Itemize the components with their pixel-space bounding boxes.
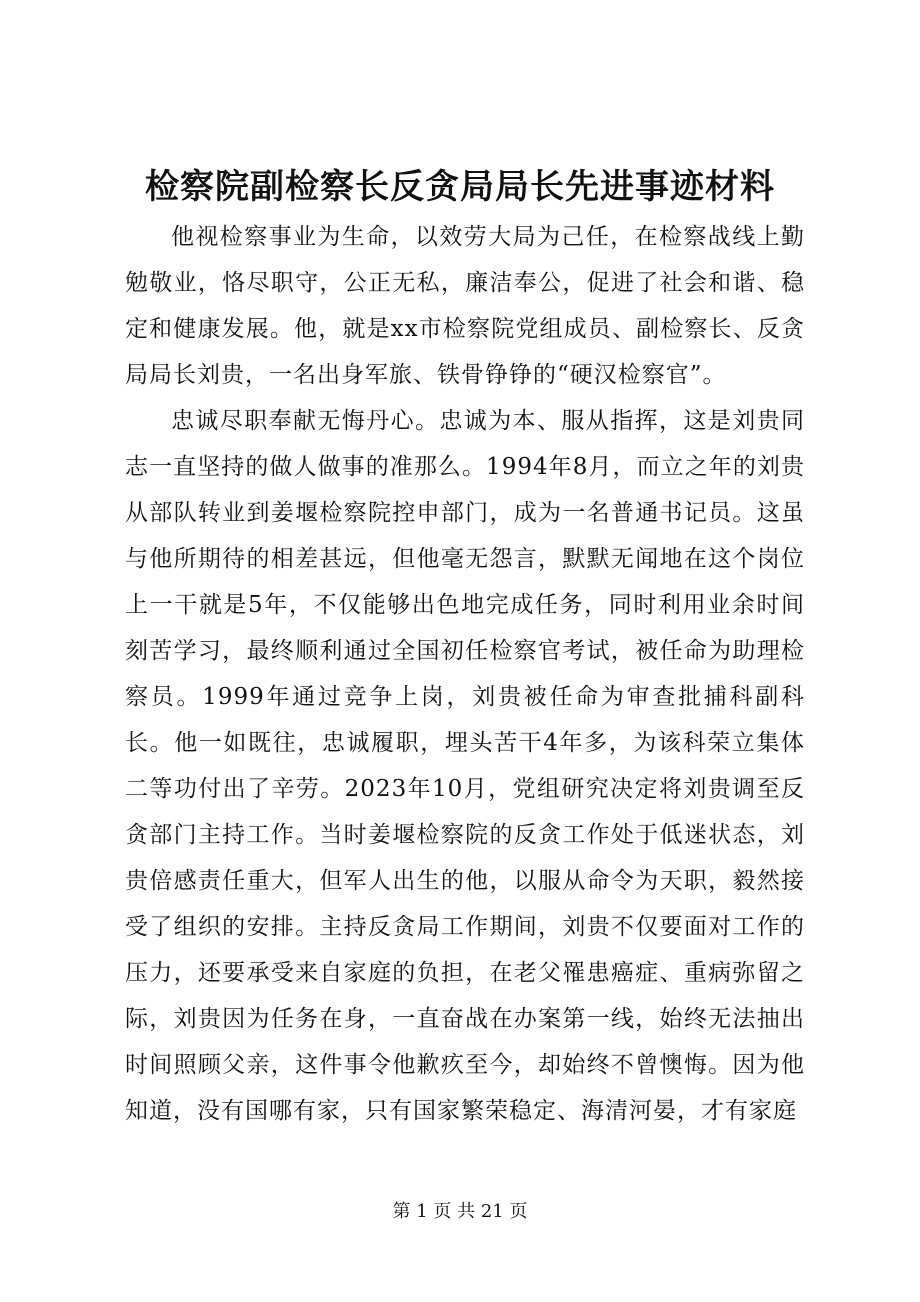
document-title: 检察院副检察长反贪局局长先进事迹材料	[145, 167, 775, 207]
document-body	[125, 214, 805, 1134]
page-footer: 第 1 页 共 21 页	[392, 1201, 528, 1222]
paragraph-loyalty: 忠诚尽职奉献无悔丹心。忠诚为本、服从指挥，这是刘贵同志一直坚持的做人做事的准那么。1994年8月，而立之年的刘贵从部队转业到姜堰检察院控申部门，成为一名普通书记员。这虽与他所期待的相差甚远，但他毫无怨言，默默无闻地在这个岗位上一干就是5年，不仅能够出色地完成任务，同时利用业余时间刻苦学习，最终顺利通过全国初任检察官考试，被任命为助理检察员。1999年通过竞争上岗，刘贵被任命为审查批捕科副科长。他一如既往，忠诚履职，埋头苦干4年多，为该科荣立集体二等功付出了辛劳。2023年10月，党组研究决定将刘贵调至反贪部门主持工作。当时姜堰检察院的反贪工作处于低迷状态，刘贵倍感责任重大，但军人出生的他，以服从命令为天职，毅然接受了组织的安排。主持反贪局工作期间，刘贵不仅要面对工作的压力，还要承受来自家庭的负担，在老父罹患癌症、重病弥留之际，刘贵因为任务在身，一直奋战在办案第一线，始终无法抽出时间照顾父亲，这件事令他歉疚至今，却始终不曾懊悔。因为他知道，没有国哪有家，只有国家繁荣稳定、海清河晏，才有家庭	[125, 408, 805, 1124]
paragraph-intro: 他视检察事业为生命，以效劳大局为己任，在检察战线上勤勉敬业，恪尽职守，公正无私，廉洁奉公，促进了社会和谐、稳定和健康发展。他，就是xx市检察院党组成员、副检察长、反贪局局长刘贵，一名出身军旅、铁骨铮铮的“硬汉检察官”。	[125, 224, 805, 388]
